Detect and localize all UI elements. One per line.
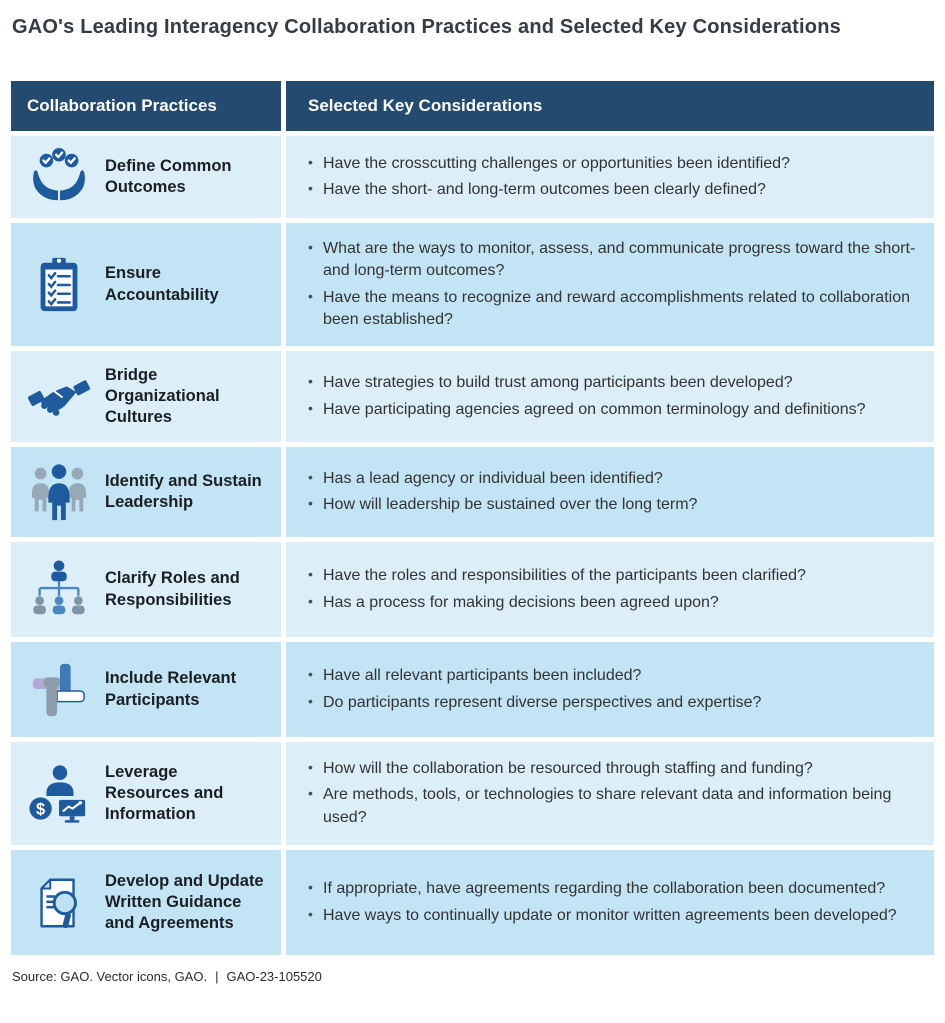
consideration-item: • Has a process for making decisions been agreed upon? xyxy=(308,592,916,614)
considerations-list xyxy=(308,874,916,930)
report-id: GAO-23-105520 xyxy=(226,969,322,984)
table-row xyxy=(11,642,934,737)
practice-label: Identify and Sustain Leadership xyxy=(105,471,262,511)
considerations-cell xyxy=(286,850,934,955)
leadership-people-icon xyxy=(23,461,95,523)
consideration-item: • Do participants represent diverse perspectives and expertise? xyxy=(308,692,916,714)
practice-label: Define Common Outcomes xyxy=(105,156,232,196)
header-selected-key-considerations: Selected Key Considerations xyxy=(286,81,934,131)
handshake-icon xyxy=(23,366,95,428)
document-magnifier-icon xyxy=(23,872,95,934)
considerations-cell xyxy=(286,742,934,845)
considerations-cell xyxy=(286,351,934,442)
practice-label: Bridge Organizational Cultures xyxy=(105,365,220,427)
hands-holding-checkmarks-icon xyxy=(23,146,95,208)
consideration-item: • If appropriate, have agreements regarding the collaboration been documented? xyxy=(308,878,916,900)
practice-cell xyxy=(11,351,281,442)
table-row xyxy=(11,136,934,218)
considerations-list xyxy=(308,464,916,520)
consideration-item: • Have the means to recognize and reward accomplishments related to collaboration been established? xyxy=(308,287,916,331)
footer-separator: | xyxy=(215,969,219,984)
considerations-list xyxy=(308,661,916,717)
practice-cell xyxy=(11,223,281,346)
considerations-list xyxy=(308,561,916,617)
consideration-item: • Have the short- and long-term outcomes been clearly defined? xyxy=(308,179,916,201)
practice-label: Include Relevant Participants xyxy=(105,669,237,709)
consideration-item: • Have participating agencies agreed on common terminology and definitions? xyxy=(308,399,916,421)
considerations-cell xyxy=(286,223,934,346)
practice-cell xyxy=(11,742,281,845)
practice-cell xyxy=(11,850,281,955)
page-title: GAO's Leading Interagency Collaboration Practices and Selected Key Considerations xyxy=(12,16,841,38)
table-row xyxy=(11,351,934,442)
source-note xyxy=(12,969,945,984)
table-row xyxy=(11,542,934,637)
consideration-item: • Have all relevant participants been included? xyxy=(308,665,916,687)
svg-text:$: $ xyxy=(36,799,46,818)
table-row xyxy=(11,742,934,845)
practice-label: Develop and Update Written Guidance and Agreements xyxy=(105,871,264,933)
considerations-list xyxy=(308,754,916,832)
header-collaboration-practices: Collaboration Practices xyxy=(11,81,281,131)
considerations-cell xyxy=(286,136,934,218)
table-row xyxy=(11,223,934,346)
practice-label: Clarify Roles and Responsibilities xyxy=(105,569,240,609)
considerations-cell xyxy=(286,542,934,637)
practice-cell xyxy=(11,447,281,537)
practice-cell xyxy=(11,642,281,737)
practice-cell xyxy=(11,136,281,218)
considerations-list xyxy=(308,234,916,334)
consideration-item: • What are the ways to monitor, assess, and communicate progress toward the short- and long-term outcomes? xyxy=(308,238,916,282)
collaboration-practices-table xyxy=(11,81,934,955)
consideration-item: • How will the collaboration be resourced through staffing and funding? xyxy=(308,758,916,780)
practice-label: Ensure Accountability xyxy=(105,264,219,304)
org-chart-icon xyxy=(23,559,95,621)
consideration-item: • How will leadership be sustained over the long term? xyxy=(308,494,916,516)
considerations-cell xyxy=(286,642,934,737)
consideration-item: • Have ways to continually update or monitor written agreements been developed? xyxy=(308,905,916,927)
consideration-item: • Have the crosscutting challenges or opportunities been identified? xyxy=(308,153,916,175)
interlocked-arms-icon xyxy=(23,659,95,721)
considerations-cell xyxy=(286,447,934,537)
consideration-item: • Have strategies to build trust among participants been developed? xyxy=(308,372,916,394)
source-text: Source: GAO. Vector icons, GAO. xyxy=(12,969,208,984)
consideration-item: • Are methods, tools, or technologies to share relevant data and information being used? xyxy=(308,784,916,828)
consideration-item: • Has a lead agency or individual been identified? xyxy=(308,468,916,490)
practice-label: Leverage Resources and Information xyxy=(105,762,224,824)
considerations-list xyxy=(308,368,916,424)
table-body xyxy=(11,136,934,955)
table-row xyxy=(11,447,934,537)
table-row xyxy=(11,850,934,955)
considerations-list xyxy=(308,149,916,205)
practice-cell xyxy=(11,542,281,637)
table-header-row xyxy=(11,81,934,131)
resources-dollar-monitor-icon xyxy=(23,763,95,825)
consideration-item: • Have the roles and responsibilities of the participants been clarified? xyxy=(308,565,916,587)
clipboard-checklist-icon xyxy=(23,254,95,316)
